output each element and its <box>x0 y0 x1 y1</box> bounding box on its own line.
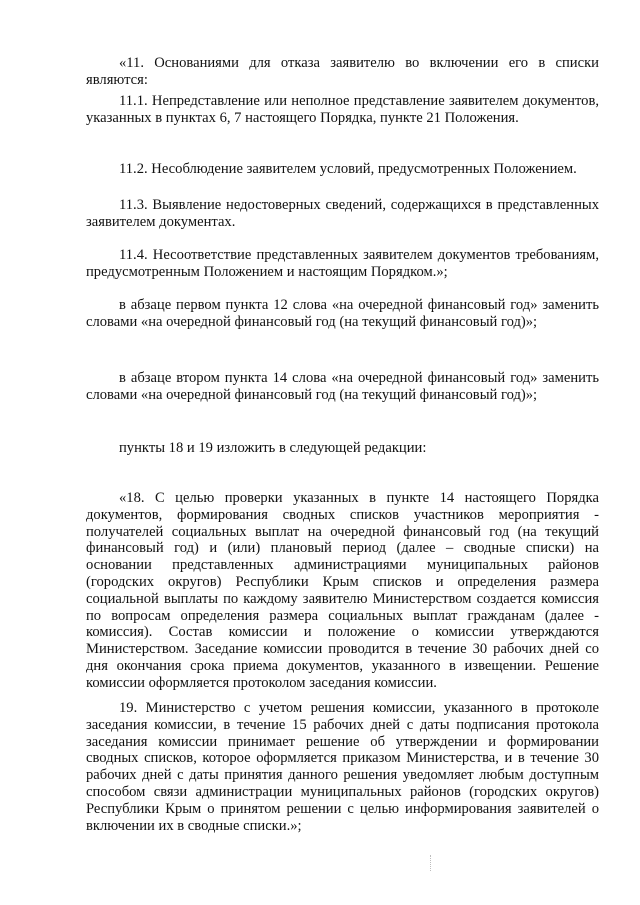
paragraph-19: 19. Министерство с учетом решения комиссии, указанного в протоколе заседания комиссии, в течение 15 рабочих дней с даты подписания протокола заседания комиссии принимает решение об утверждении и формировании сводных списков, которое оформляется приказом Министерства, и в течение 30 рабочих дней с даты принятия данного решения уведомляет любым доступным способом связи администрации муниципальных районов (городских округов) Республики Крым о принятом решении с целью информирования заявителей о включении их в сводные списки.»; <box>86 700 599 834</box>
paragraph-amend-18-19: пункты 18 и 19 изложить в следующей редакции: <box>119 440 427 456</box>
paragraph-18: «18. С целью проверки указанных в пункте 14 настоящего Порядка документов, формирования сводных списков участников мероприятия - получателей социальных выплат на очередной финансовый год (на текущий финансовый год) и (или) плановый период (далее – сводные списки) на основании представленных администрациями муниципальных районов (городских округов) Республики Крым списков и определения размера социальной выплаты по каждому заявителю Министерством создается комиссия по вопросам определения размера социальных выплат гражданам (далее - комиссия). Состав комиссии и положение о комиссии утверждаются Министерством. Заседание комиссии проводится в течение 30 рабочих дней со дня окончания срока приема документов, указанного в извещении. Решение комиссии оформляется протоколом заседания комиссии. <box>86 490 599 691</box>
paragraph-11-2: 11.2. Несоблюдение заявителем условий, предусмотренных Положением. <box>119 161 577 177</box>
paragraph-amend-12: в абзаце первом пункта 12 слова «на очередной финансовый год» заменить словами «на очередной финансовый год (на текущий финансовый год)»; <box>86 297 599 330</box>
scan-artifact <box>430 855 432 871</box>
paragraph-11: «11. Основаниями для отказа заявителю во включении его в списки являются: <box>86 55 599 88</box>
paragraph-11-1: 11.1. Непредставление или неполное представление заявителем документов, указанных в пунктах 6, 7 настоящего Порядка, пункте 21 Положения. <box>86 93 599 126</box>
paragraph-amend-14: в абзаце втором пункта 14 слова «на очередной финансовый год» заменить словами «на очередной финансовый год (на текущий финансовый год)»; <box>86 370 599 403</box>
paragraph-11-3: 11.3. Выявление недостоверных сведений, содержащихся в представленных заявителем документах. <box>86 197 599 230</box>
paragraph-11-4: 11.4. Несоответствие представленных заявителем документов требованиям, предусмотренным Положением и настоящим Порядком.»; <box>86 247 599 280</box>
